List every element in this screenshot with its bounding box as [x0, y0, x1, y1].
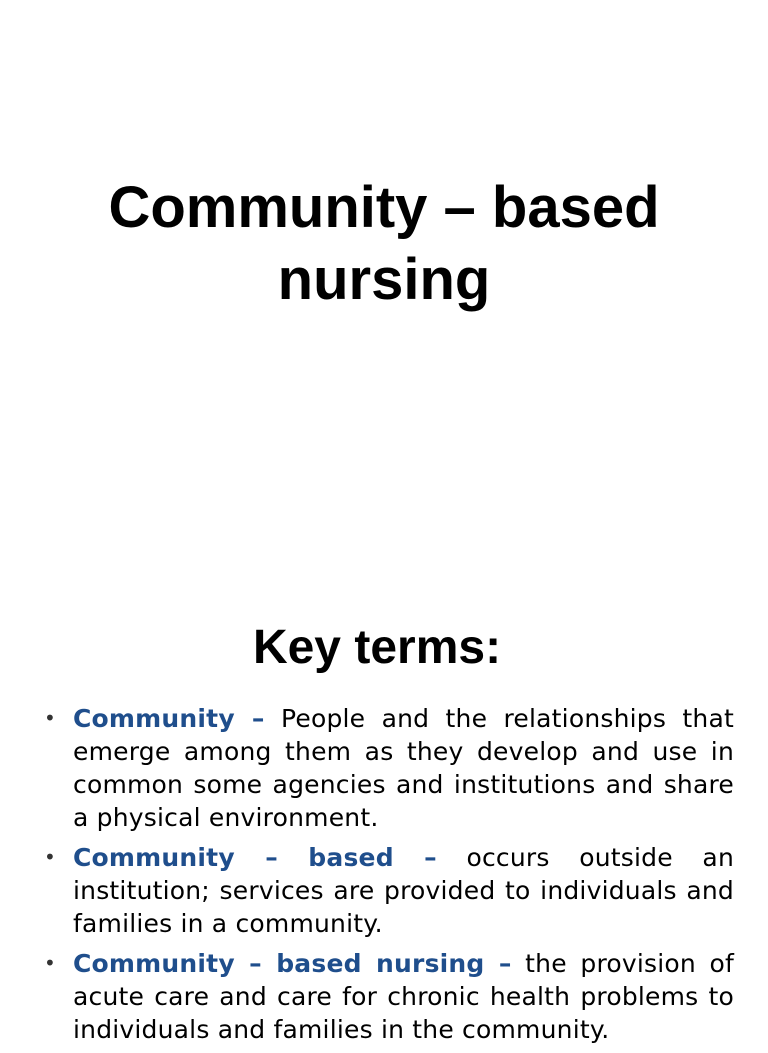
term-name: Community — [73, 704, 235, 733]
bullet-icon: • — [44, 951, 56, 975]
slide-title-line-1: Community – based — [108, 175, 660, 240]
term-dash: – — [234, 704, 265, 733]
term-name: Community – based — [73, 843, 394, 872]
term-definition: the provision of acute care and care for chronic health problems to individuals and families in the community. — [73, 949, 734, 1044]
bullet-icon: • — [44, 706, 56, 730]
bullet-icon: • — [44, 845, 56, 869]
term-definition: occurs outside an institution; services are provided to individuals and families in a community. — [73, 843, 734, 938]
slide-title-line-2: nursing — [277, 247, 491, 312]
term-item — [44, 947, 734, 1046]
term-definition: People and the relationships that emerge among them as they develop and use in common some agencies and institutions and share a physical environment. — [73, 704, 734, 832]
term-dash: – — [393, 843, 437, 872]
term-dash: – — [484, 949, 512, 978]
key-terms-slide — [0, 576, 768, 1044]
slide-title — [0, 172, 768, 316]
term-item — [44, 841, 734, 940]
key-terms-heading: Key terms: — [252, 621, 502, 674]
key-terms-list — [44, 702, 734, 1053]
term-item — [44, 702, 734, 834]
term-name: Community – based nursing — [73, 949, 485, 978]
